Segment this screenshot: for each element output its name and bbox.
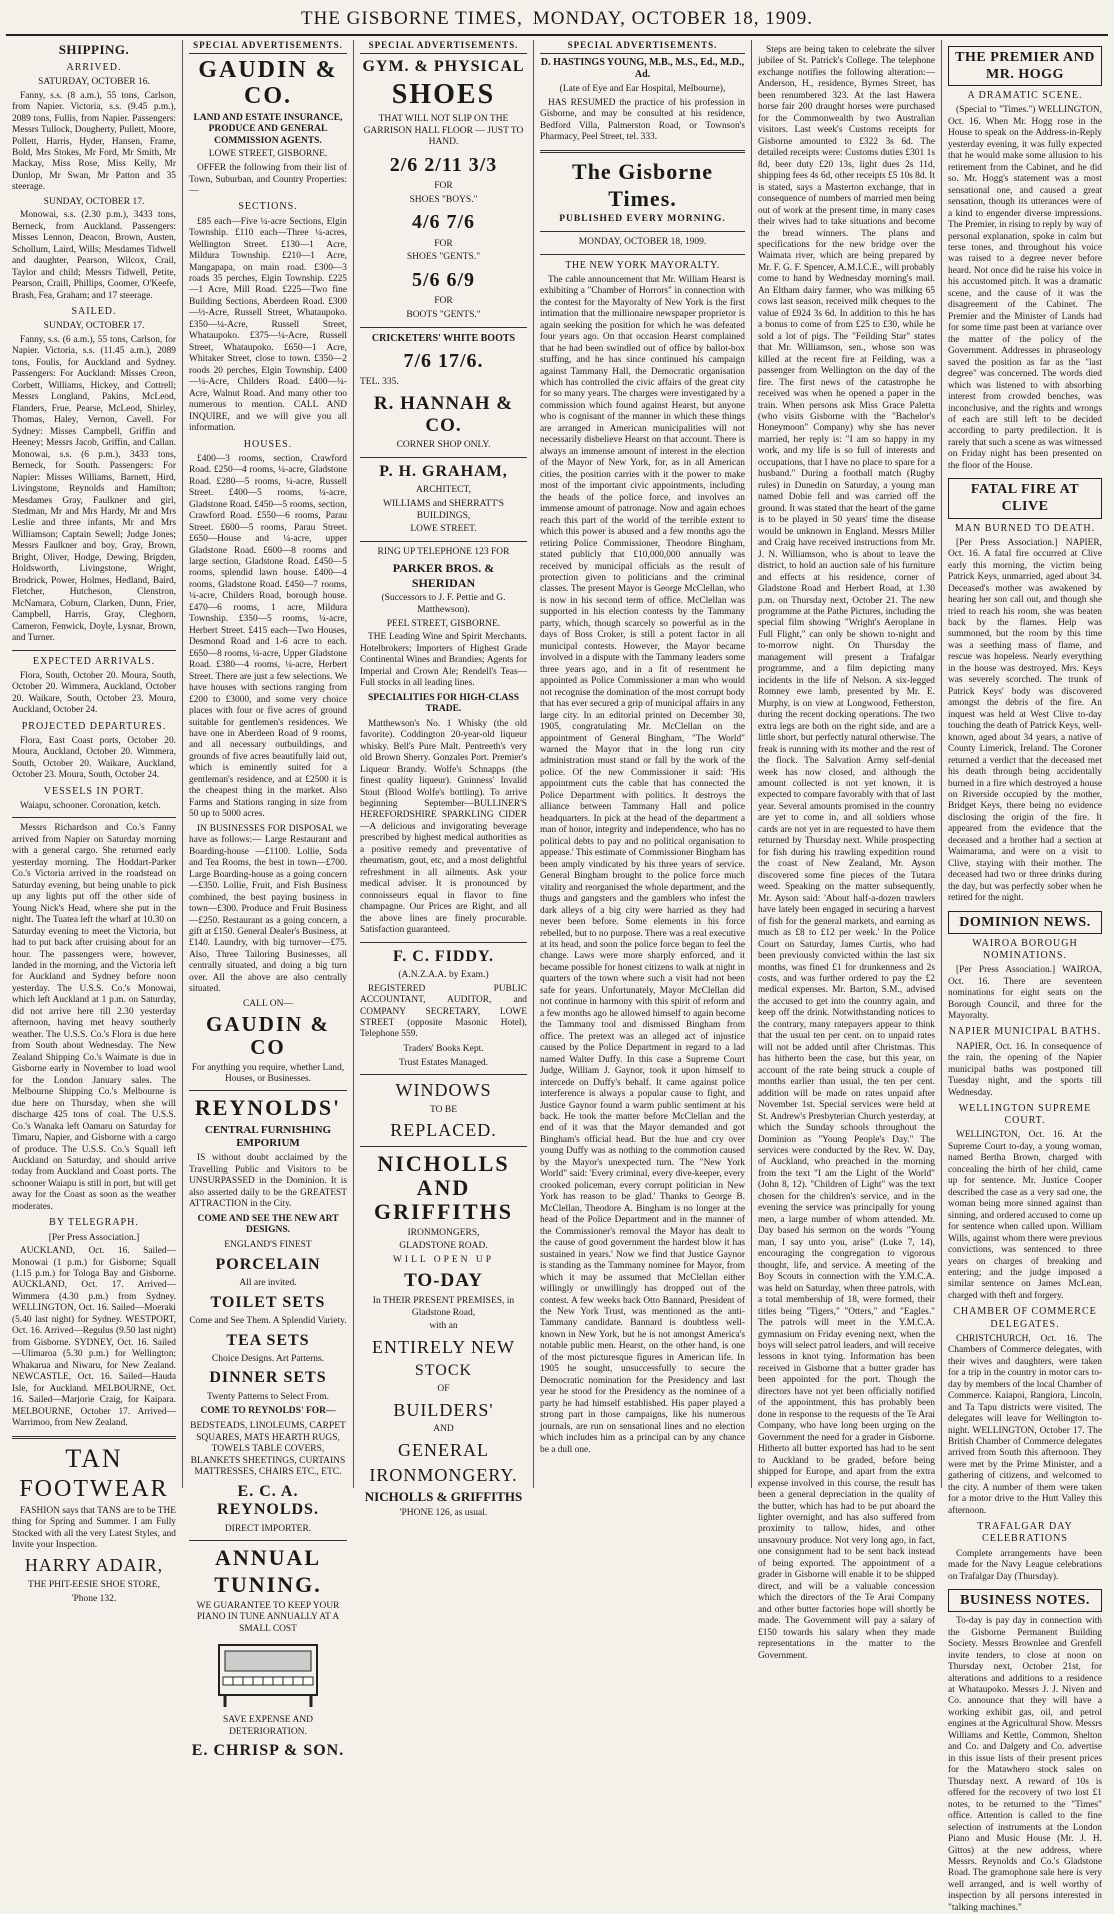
englands: ENGLAND'S FINEST <box>224 1239 312 1250</box>
ad-label: SPECIAL ADVERTISEMENTS. <box>189 40 347 54</box>
tan-title: TAN <box>65 1443 123 1473</box>
come-reynolds: COME TO REYNOLDS' FOR— <box>200 1406 336 1417</box>
annual: ANNUAL <box>214 1545 322 1571</box>
gaudin-offer: OFFER the following from their list of Town, Suburban, and Country Properties:— <box>189 163 347 196</box>
ring-up: RING UP TELEPHONE 123 FOR <box>377 546 510 557</box>
prices-3: 5/6 6/9 <box>411 268 476 291</box>
ironmongery: IRONMONGERY. <box>369 1464 518 1485</box>
shoes-sub: THAT WILL NOT SLIP ON THE GARRISON HALL FLOOR — JUST TO HAND. <box>363 114 524 148</box>
tea-sub: Choice Designs. Art Patterns. <box>211 1353 325 1364</box>
masthead <box>6 4 1108 36</box>
arrived-sat-text: Fanny, s.s. (8 a.m.), 55 tons, Carlson, from Napier. Victoria, s.s. (9.45 p.m.), 2089 tons, Fullis, from Napier. Passengers: Messrs Tullock, Dougherty, Pullett, Moore, Pollett, Harris, Hyder, Hansen, Frame, Bold, Mrs Stokes, Mr Ford, Mr Smith, Mr Mackay, Miss Rose, Miss Kelly, Mr Dunlop, Mr Swan, Mr Patton and 35 steerage. <box>12 90 176 193</box>
for-3: FOR <box>434 296 453 307</box>
gym-title: GYM. & PHYSICAL <box>362 57 525 75</box>
piano-icon <box>213 1639 323 1711</box>
vessels-heading: VESSELS IN PORT. <box>43 785 145 797</box>
projected-heading: PROJECTED DEPARTURES. <box>21 720 167 732</box>
projected-text: Flora, East Coast ports, October 20. Moura, Auckland, October 20. Wimmera, South, October 20. Waikare, Auckland, October 23. Moura, South, October 24. <box>12 735 176 781</box>
hastings-title: D. HASTINGS YOUNG, M.B., M.S., Ed., M.D., Ad. <box>540 56 745 81</box>
arrived-heading: ARRIVED. <box>66 61 122 73</box>
premises: In THEIR PRESENT PREMISES, in Gladstone Road, <box>372 1296 515 1318</box>
divider <box>189 1540 347 1541</box>
houses-text: £400—3 rooms, section, Crawford Road. £250—4 rooms, ¼-acre, Gladstone Road. £280—5 rooms, ¼-acre, Russell Street. £400—5 rooms, ¼-acre, Gladstone Road. £450—5 rooms, section, Crawford Road. £550—6 rooms, Parau Street. £600—5 rooms, Parau Street. £650—House and ¼-acre, upper Gladstone Road. £600—8 rooms and large section, Gladstone Road. £450—5 rooms, splendid lawn house. £400—4 rooms, Gladstone Road. £450—7 rooms, ¼-acre, Childers Road, borough house. £470—6 rooms, 1 acre, Mildura Township. £350—5 rooms, ¼-acre, Herbert Street. £415 each—Two Houses, Desmond Road and 1-6 acre to each. £650—8 rooms, ¼-acre, Upper Gladstone Road. £380—4 rooms, ¼-acre, Herbert Street. There are just a few selections. We have houses with sections ranging from £200 to £3000, and some very choice places with four or five acres of ground suitable for gentlemen's residences. We have one in Aberdeen Road of 9 rooms, and all necessary outbuildings, and grounds of five acres beautifully laid out, which is eminently suited for a gentleman's residence, and at £2500 it is the cheapest thing in the market. Also Farms and Stations ranging in size from 50 up to 5000 acres. <box>189 453 347 820</box>
divider <box>360 1146 527 1147</box>
ironmongers: IRONMONGERS, <box>407 1227 480 1238</box>
reynolds-text: IS without doubt acclaimed by the Travelling Public and Visitors to be UNSURPASSED in the Dominion. It is also asserted daily to be the GREATEST ATTRACTION in the City. <box>189 1153 347 1210</box>
editorial-headline: THE NEW YORK MAYORALTY. <box>565 259 720 271</box>
tan-title2: FOOTWEAR <box>19 1476 169 1503</box>
come-see: COME AND SEE THE NEW ART DESIGNS. <box>197 1213 339 1236</box>
court-text: WELLINGTON, Oct. 16. At the Supreme Court to-day, a young woman, named Bertha Brown, charged with concealing the birth of her child, came up for sentence. Mr. Justice Cooper described the case as a very sad one, the woman being more sinned against than sinning, and ordered accused to come up for sentence when called upon. William Wills, against whom there were previous convictions, was sentenced to three years on charges of breaking and entering; and the judge imposed a similar sentence on James McLean, charged with theft and forgery. <box>948 1130 1102 1301</box>
specialities: SPECIALITIES FOR HIGH-CLASS TRADE. <box>368 692 519 715</box>
column-local-news <box>752 40 942 1661</box>
parker-text: THE Leading Wine and Spirit Merchants. Hotelbrokers; Importers of Highest Grade Continental Wines and Brandies; Agents for Imperial and Crown Ale; Rendell's Teas—Full stocks in all leading lines. <box>360 632 527 689</box>
fiddy-title: F. C. FIDDY. <box>392 947 495 965</box>
masthead-title: THE GISBORNE TIMES, <box>301 8 523 29</box>
arrived-sun-text: Monowai, s.s. (2.30 p.m.), 3433 tons, Berneck, from Auckland. Passengers: Misses Lennon, Deacon, Brown, Austen, Schollum, Laird, Wills; Mesdames Tidwell and daughter, Pearson, Wilcox, Crail, Taylor and child; Messrs Tidwell, Petite, Pearson, Craill, Phillips, Coomer, O'Keefe, Brash, Fea, Graham; and 17 steerage. <box>12 210 176 301</box>
prices-2: 4/6 7/6 <box>411 211 476 234</box>
boots-label: BOOTS "GENTS." <box>406 309 481 320</box>
cricket-label: CRICKETERS' WHITE BOOTS <box>371 332 516 344</box>
tan-name: HARRY ADAIR, <box>24 1555 164 1576</box>
sections-heading: SECTIONS. <box>238 201 298 213</box>
architect: ARCHITECT, <box>416 485 471 496</box>
successors: (Successors to J. F. Pettie and G. Matthewson). <box>381 593 506 616</box>
of: OF <box>437 1384 450 1394</box>
divider <box>540 231 745 232</box>
today: TO-DAY <box>404 1270 483 1292</box>
replaced: REPLACED. <box>390 1120 497 1141</box>
chamber-text: CHRISTCHURCH, Oct. 16. The Chambers of Commerce delegates, with their wives and daughters, were taken for a trip in the country in motor cars to-day by members of the local Chamber of Commerce. Kaiapoi, Rangiora, Lincoln, and Ta Tapu districts were visited. The delegates will leave for Wellington to-night. WELLINGTON, October 17. The British Chamber of Commerce delegates arrived from South this afternoon. They were met by the Prime Minister, and a gathering of citizens, and welcomed to the city. A number of them were taken for a motor drive to the Hutt Valley this afternoon. <box>948 1333 1102 1516</box>
column-gaudin-reynolds <box>183 40 354 1760</box>
trafalgar-heading: TRAFALGAR DAY CELEBRATIONS <box>977 1521 1073 1545</box>
gaudin-title: GAUDIN & CO. <box>198 56 338 110</box>
divider <box>12 1436 176 1439</box>
masthead-date: MONDAY, OCTOBER 18, 1909. <box>532 8 813 29</box>
reynolds-sub: CENTRAL FURNISHING EMPORIUM <box>204 1123 332 1150</box>
nicholls-footer: NICHOLLS & GRIFFITHS <box>364 1489 523 1505</box>
for-1: FOR <box>434 181 453 192</box>
trafalgar-text: Complete arrangements have been made for the Navy League celebrations on Trafalgar Day (Thursday). <box>948 1548 1102 1582</box>
houses-heading: HOUSES. <box>243 438 293 450</box>
gents-label: SHOES "GENTS." <box>406 252 481 263</box>
column-shipping <box>6 40 183 1604</box>
divider <box>540 150 745 153</box>
gaudin2-title: GAUDIN & CO <box>206 1012 330 1060</box>
phone-footer: 'PHONE 126, as usual. <box>399 1508 488 1519</box>
fiddy-sub: (A.N.Z.A.A. by Exam.) <box>398 970 489 981</box>
divider <box>540 254 745 255</box>
tea-sets: TEA SETS <box>226 1331 310 1349</box>
published: PUBLISHED EVERY MORNING. <box>559 214 726 225</box>
vessels-text: Waiapu, schooner. Coronation, ketch. <box>20 800 161 811</box>
expected-text: Flora, South, October 20. Moura, South, October 20. Wimmera, Auckland, October 20. Waikare, South, October 23. Moura, Auckland, October 24. <box>12 670 176 716</box>
reynolds-items: BEDSTEADS, LINOLEUMS, CARPET SQUARES, MATS HEARTH RUGS, TOWELS TABLE COVERS, BLANKETS SHEETINGS, CURTAINS MATTRESSES, CHAIRS ETC., ETC. <box>190 1421 346 1478</box>
fire-heading: FATAL FIRE AT CLIVE <box>948 478 1102 518</box>
business-notes-text: To-day is pay day in connection with the Gisborne Permanent Building Society. Messrs Brownlee and Grenfell invite tenders, to close at noon on Thursday next, October 21st, for alterations and additions to a residence at Whataupoko. Messrs J. J. Niven and Co. announce that they will have a working exhibit gas, oil, and petrol engines at the Agricultural Show. Messrs Williams and Kettle, Common, Shelton and Co. and Dalgety and Co. advertise in this issue lists of their present prices for the Matawhero stock sales on Thursday next. A reward of 10s is offered for the recovery of two lost £1 notes, to be returned to the "Times" office. Attention is called to the fine selection of instruments at the London Piano and Music House (Mr. J. H. Gittos) at the new address, where Messrs. Reynolds and Co.'s Gladstone Road. The gramophone sale here is very well arranged, and is well worthy of inspection by all persons interested in "talking machines." <box>948 1616 1102 1913</box>
nicholls-title: NICHOLLS AND GRIFFITHS <box>373 1151 514 1225</box>
reynolds-title: REYNOLDS' <box>194 1095 342 1121</box>
for-2: FOR <box>434 238 453 249</box>
porcelain-sub: All are invited. <box>239 1277 297 1288</box>
fire-sub: MAN BURNED TO DEATH. <box>954 522 1096 534</box>
reynolds-name: E. C. A. REYNOLDS. <box>217 1482 319 1519</box>
general: GENERAL <box>398 1439 489 1460</box>
tel-label: TEL. 335. <box>360 377 399 388</box>
editorial-text: The cable announcement that Mr. William Hearst is exhibiting a "Chamber of Horrors" in connection with the contest for the Mayoralty of New York is the first intimation that the millionaire newspaper proprietor is again seeking the position for which he was defeated four years ago. On that occasion Hearst complained that he had been swindled out of office by ballot-box stuffing, and he has since continued his campaign against Tammany Hall, the Democratic organisation which has controlled the civic affairs of the great city for so many years. The charges were investigated by a commission which found against Hearst, but anyone who is cognisant of the manner in which these things are arranged in American municipalities will not necessarily disbelieve Hearst on that account. There is always an immense amount of interest in the election of the Mayor of New York, for, as in all American cities, the position carries with it the power to make most of the important civic appointments, including the heads of the police force, and involves an immense amount of patronage. Now and again echoes reach this part of the world of the terrible extent to which this power is abused and a few months ago the retiring Police Commissioner, Theodore Bingham, stated publicly that £10,000,000 annually was received by municipal officials as the result of protection given to politicians and the criminal classes. The present Mayor is George McClellan, who is now in his second term of office. McClellan was supported in his election contests by the Tammany party, which, though scarcely so powerful as in the days of Boss Croker, is still a potent factor in all municipal contests. However, the Mayor became involved in a dispute with the Tammany leaders some three years ago, and in a fit of resentment he appointed as Police Commissioner a man who would not recognise the domination of the most corrupt body that has ever secured a grip of municipal affairs in any large city. In an editorial printed on December 30, 1905, congratulating Mr. McClellan on the appointment of General Bingham, "The World" warned the Mayor that in the long run city administration must stand or fall by the work of the police. Of the new Commissioner it said: 'His appointment cuts the cable that has connected the Police Department with politics. It destroys the alliance between Tammany Hall and police headquarters. In pick at the head of the department a man of honor, integrity and independence, who has no political debts to pay and no political organisation to appease.' This estimate of Commissioner Bingham has been amply vindicated by his three years of service. General Bingham brought to the police force much vitality and reorganised the whole department, and the thugs and gangsters and the gamblers who infest the dark alleys of a big city were harried as they had never been before. Some elements in his force rebelled, but to no purpose. There was a real executive at its head, and soon the police force began to feel the change. Laws were more sharply enforced, and it became possible for honest citizens to walk at night in quarters of the town where such a visit had not been safe for years. Unfortunately, Mayor McClellan did not continue in harmony with this spirit of reform and a few months ago he allowed himself to again become the Tammany tool and dismissed Bingham from office. The pretext was an alleged act of injustice caused by the Police Department in regard to a lad named Walter Duffy. In this case a Supreme Court Judge, William J. Gaynor, took it upon himself to intercede on Duffy's behalf. It came against police interference is always a popular cause to fight, and Justice Gaynor found a warm public sentiment at his back. He took the matter before McClellan and the end of it was that the Mayor demanded and got Bingham's official head. But the hue and cry over young Duffy was as nothing to the commotion caused by the Mayor's unexpected turn. The "New York World" said: 'Every criminal, every dive-keeper, every crooked policeman, every corrupt politician in New York has reason to be glad.' Thanks to George B. McClellan, Theodore A. Bingham is no longer at the head of the Police Department and in the manner of the Commissioner's removal the Mayor has dealt to the cause of good government the hardest blow it has sustained in years.' Now we find that Justice Gaynor is standing as the Tammany nominee for Mayor, from which it may be assumed that McClellan either willingly or unwillingly has dropped out of the contest. A few weeks back Otto Bannard, President of the New York Trust, was mentioned as the anti-Tammany candidate. Bannard is doubtless well-known in New York, but he is not amongst America's notable public men. Hearst, on the other hand, is one of the most picturesque figures in American life. In 1905 he sought, unsuccessfully to secure the Democratic nomination for the Presidency and last year he stood for the Presidency as the nominee of a party he had himself established. His paper played a strong part in those campaigns, like his numerous journals, are run on sensational lines and no election which includes him as a principal can by any chance be a dull one. <box>540 274 745 1455</box>
divider <box>360 942 527 943</box>
stock: STOCK <box>414 1361 473 1379</box>
sailed-date: SUNDAY, OCTOBER 17. <box>43 321 145 332</box>
divider <box>360 327 527 328</box>
trust: Trust Estates Managed. <box>398 1057 489 1068</box>
prices-4: 7/6 17/6. <box>403 349 484 372</box>
reynolds-role: DIRECT IMPORTER. <box>224 1523 312 1534</box>
lowe-street: LOWE STREET. <box>410 524 477 535</box>
divider <box>360 457 527 458</box>
to-be: TO BE <box>429 1104 457 1115</box>
hannah-title: R. HANNAH & CO. <box>373 392 514 436</box>
dinner-sub: Twenty Patterns to Select From. <box>206 1391 330 1402</box>
local-news-text: Steps are being taken to celebrate the silver jubilee of St. Patrick's College. The telephone exchange notifies the following alteration:—Anderson, H., residence, Byrnes Street, has been renumbered 323. At the last Hawera horse fair 200 draught horses were purchased for the Commonwealth by two Australian visitors. Last week's Customs receipts for Gisborne amounted to £322 3s 6d. The detailed receipts were: Customs duties £301 1s 8d, beer duty £20 13s, light dues 2s 11d, shipping fees 4s 6d, other receipts £5 10s 8d. It is stated, says a Masterton exchange, that in consequence of numbers of married men being out of work at the present time, in many cases their wives had to take situations and become the bread winners. The plans and specifications for the new bridge over the Waimata river, which are being prepared by Mr. F. G. F. Spencer, A.M.I.C.E., will probably come to hand by Wednesday morning's mail. An Eltham dairy farmer, who was milking 65 cows last season, received milk cheques to the value of £924 3s 6d. In addition to this he has a bonus to come of from £25 to £30, while he sold a lot of pigs. The "Feilding Star" states that Mr. Williamson, sen., whose son was killed at the recent fire at Feilding, was a passenger from Wellington on the day of the fire. The first news of the catastrophe he received was when he opened a paper in the train. When persons ask Miss Grace Paletta (who visits Gisborne with the "Bachelor's Honeymoon" Company) why she has never married, her reply is: "I am so happy in my work, and my life is so full of interests and occupations, that I have no place to spare for a husband." During a football match (Rugby rules) in Dunedin on Saturday, a young man named Dobie fell and was carried off the ground. It was stated that the heart of the game is to be played in 50 years' time the disease would be unknown in England. Messrs Miller and Craig have received instructions from Mr. J. N. Williamson, who is about to leave the district, to hold an auction sale of his furniture and effects at his residence, corner of Gladstone Road and Herbert Road, at 1.30 p.m. on Thursday next, October 21. The new programme at the Pathe Pictures, including the special film showing "Wright's Aeroplane in Full Flight," can only be shown to-night and to-morrow night. On Thursday the management will present a Trafalgar programme, and a film depicting many incidents in the life of Nelson. A six-legged Romney ewe lamb, presented by Mr. E. Murphy, is on view at Longwood, Fetherston, during the recent docking operations. The two extra legs are both on the right side, and are a little short, but perfectly natural otherwise. The freak is running with its mother and the rest of the flock. The Salvation Army self-denial week has now closed, and although the amount collected is not yet known, it is expected to compare favorably with that of last year. Several amounts promised in the country are yet to come in, and all soldiers whose cards are not yet in are requested to have them returned by Thursday next. While prospecting for fish during his trawling expedition round the coast of New Zealand, Mr. Ayson discovered some fine pieces of the Tutara weed. Speaking on the matter subsequently, Mr. Ayson said: 'About half-a-dozen trawlers have lately been engaged in securing a harvest of fish for the general markets, and earning as much as £8 to £12 per week.' In the Police Court on Saturday, James Curtis, who had been previously convicted within the last six months, was fined £1 for drunkenness and 2s costs, and was further ordered to pay the £2 medical expenses. Mr. Barton, S.M., advised the accused to get into the country again, and keep off the drink. Notwithstanding notices to the contrary, many ratepayers appear to think that the usual ten per cent. on to unpaid rates will not be added until after Christmas. This has hitherto been the case, but this year, on account of the rate being struck a couple of months earlier than usual, the ten per cent. addition will be made on rates unpaid after November 1st. Special services were held at St. Andrew's Presbyterian Church yesterday, at which the Sunday schools throughout the Dominion as "Young People's Day." The services were conducted by the Rev. W. Day, of Auckland, who preached in the morning from the text "I am the Light of the World" (John 8, 12). "Children of Light" was the text chosen for the children's service, and in the evening the service was principally for young men, a large number of whom attended. Mr. Day based his sermon on the words "Young man, I say unto you, arise" (Luke 7, 14), encouraging the congregation to vigorous thought, life, and service. A meeting of the Boy Scouts in connection with the Y.M.C.A. was held on Saturday, when three patrols, with a total membership of 18, were formed, their titles being "Tigers," "Otters," and "Eagles." The patrols will meet in the Y.M.C.A. gymnasium on Friday evening next, when the boys will select patrol leaders, and will receive lessons in knot tying. Information has been received in Gisborne that a butter grader has been appointed for the port. Though the directors have not yet been officially notified of the appointment, this has probably been done in response to the requests of the Te Arai Company, who have long been urging on the Government the need for a grader in Gisborne. Hitherto all butter exported has had to be sent to Auckland to be graded, before being shipped for Europe, and apart from the extra expense involved in this course, the result has been a general depreciation in the quality of the butter, which has had to be put aboard the lighter overnight, and has also suffered from proximity to tallow, hides, and other unsavoury produce. Not very long ago, in fact, one consignment had to be sent back instead of being exported. The appointment of a grader in Gisborne will enable it to be shipped direct, and will be a valuable concession which the directors of the Te Arai Company and other butter factories hope will shortly be made. The Government will pay a salary of £150 towards his salary when they made representations in the matter to the Government. <box>758 45 935 1661</box>
gaudin2-text: For anything you require, whether Land, Houses, or Businesses. <box>191 1062 345 1085</box>
entirely: ENTIRELY NEW <box>372 1336 515 1357</box>
telegraph-heading: BY TELEGRAPH. <box>49 1217 139 1229</box>
dominion-heading: DOMINION NEWS. <box>948 911 1102 934</box>
ad-label: SPECIAL ADVERTISEMENTS. <box>360 40 527 54</box>
gisborne-times-flag: The Gisborne Times. <box>572 158 713 211</box>
and: AND <box>433 1424 454 1435</box>
windows: WINDOWS <box>395 1080 492 1101</box>
sailed-heading: SAILED. <box>71 306 117 318</box>
shoes-title: SHOES <box>391 79 496 111</box>
sections-text: £85 each—Five ¼-acre Sections, Elgin Township. £110 each—Three ¼-acres, Wellington Street. £130—1 Acre, Mildura Township. £210—1 Acre, Mangapapa, on main road. £300—3 roads 35 perches, Elgin Township. £225—1 Acre, Mill Road. £225—Two fine Building Sections, Aberdeen Road. £300—½-Acre, Russell Street, Whataupoko. £350—¼-Acre, Russell Street, Whataupoko. £375—¼-Acre, Russell Street, Whataupoko. £650—1 Acre, Whitaker Street, close to town. £350—2 roods 20 perches, Elgin Township. £400—¼-Acre, Childers Road. £400—¼-Acre, Walnut Road. And many other too numerous to mention. CALL AND INQUIRE, and we will give you all information. <box>189 216 347 434</box>
chrisp-name: E. CHRISP & SON. <box>191 1742 345 1760</box>
business-text: IN BUSINESSES FOR DISPOSAL we have as follows:— Large Restaurant and Boarding-house —£1100. Lollie, Soda and Tea Rooms, the best in town—£700. Large Boarding-house as a going concern—£350. Lollie, Fruit, and Fish Business combined, the best paying business in town—£300. Produce and Fruit Business—£250. Restaurant as a going concern, a gift at £150. General Dealer's Business, at £140. Laundry, with big turnover—£75. Also, Three Tailoring Businesses, all centrally situated, and doing a big turn over. All the above are also centrally situated. <box>189 823 347 995</box>
tuning-text: WE GUARANTEE TO KEEP YOUR PIANO IN TUNE ANNUALLY AT A SMALL COST <box>196 1600 340 1634</box>
with-an: with an <box>429 1321 458 1332</box>
traders: Traders' Books Kept. <box>403 1043 484 1054</box>
divider <box>189 1090 347 1091</box>
corner-shop: CORNER SHOP ONLY. <box>396 440 491 451</box>
spec-text: Matthewson's No. 1 Whisky (the old favorite). Coddington 20-year-old liqueur whisky. Bell's Pure Malt. Pentreeth's very old Brown Sherry. Gonzales Port. Premier's Liqueur Brandy. Wolfe's Schnapps (the finest quality liqueur). Guinness' Invalid Stout (Blood Wolfe's bottling). To arrive beginning September—BULLINER'S HEREFORDSHIRE SPARKLING CIDER—A delicious and invigorating beverage prescribed by highest medical authorities as a positive remedy and preventative of rheumatism, gout, etc, and a most delightful refreshment in all ailments. Ask your medical adviser. It is pronounced by connoisseurs equal in flavor to fine champagne. Our Prices are Right, and all the above lines are finely procurable. Satisfaction guaranteed. <box>360 718 527 936</box>
ad-label: SPECIAL ADVERTISEMENTS. <box>540 40 745 54</box>
ad-label <box>758 40 935 42</box>
telegraph-text: AUCKLAND, Oct. 16. Sailed—Monowai (1 p.m.) for Gisborne; Squall (1.15 p.m.) for Tologa Bay and Gisborne. AUCKLAND, Oct. 17. Arrived—Wimmera (4.30 p.m.) from Sydney. WELLINGTON, Oct. 16. Sailed—Moeraki (5.40 last night) for Sydney. WESTPORT, Oct. 16. Arrived—Regulus (9.50 last night) from Gisborne. SYDNEY, Oct. 16. Sailed—Ulimaroa (5.30 p.m.) for Wellington; Whakarua and Niwaru, for New Zealand. NEWCASTLE, Oct. 16. Sailed—Hauda Isle, for Auckland. MELBOURNE, Oct. 16. Sailed—Marjorie Craig, for Kaipara. MELBOURNE, October 17. Arrived—Warrimoo, from New Zealand. <box>12 1246 176 1429</box>
graham-title: P. H. GRAHAM, <box>379 462 508 480</box>
columns <box>6 40 1108 1913</box>
buildings: WILLIAMS and SHERRATT'S BUILDINGS, <box>383 498 504 521</box>
save-expense: SAVE EXPENSE AND DETERIORATION. <box>222 1715 314 1737</box>
hastings-sub: (Late of Eye and Ear Hospital, Melbourne), <box>559 84 726 95</box>
gladstone-road: GLADSTONE ROAD. <box>399 1241 488 1252</box>
hastings-text: HAS RESUMED the practice of his profession in Gisborne, and may be consulted at his residence, Bedford Villa, Palmerston Road, or Townson's Pharmacy, Peel Street, tel. 333. <box>540 97 745 143</box>
sailed-text: Fanny, s.s. (6 a.m.), 55 tons, Carlson, for Napier. Victoria, s.s. (11.45 a.m.), 2089 tons, Foulis, for Auckland and Sydney. Passengers: For Auckland: Misses Creon, Corbett, Williams, Hickey, and Cottrell; Messrs Longland, Pakins, McLeod, Flanders, Frue, Pearse, McLeod, Shirley, Thomas, Haley, Vernon, Cavell. For Sydney: Misses Campbell, Griffin and Heeney; Messrs Jacob, Griffin, and Callan. Monowai, s.s. (6 p.m.), 3433 tons, Berneck, for South. Passengers: For Napier: Misses Williams, Barnett, Hird, Livingstone, Reynolds and Hamilton; Mesdames Gray, Faulkner and girl, Stedman, Mr and Mrs Hardy, Mr and Mrs Leslie and three infants, Mr and Mrs Williamson; Captain Sewell; Judge Jones; Messrs Faulkner and boy, Gray, Brown, Bright, Oliver, Hodge, Dewing, Brigden, Holdsworth, Livingstone, Wright, Brodrick, Power, Holmes, Hedland, Baird, Fletcher, Hutcheson, Clenstron, McNamara, Coburn, Clarken, Dunn, Frier, Campbell, Harris, Gray, Cleghorn, Cameron, Fenwick, Doyle, Lysnar, Brown, and Turner. <box>12 334 176 644</box>
divider <box>360 1074 527 1075</box>
dominion-sub: WAIROA BOROUGH NOMINATIONS. <box>972 937 1078 961</box>
telegraph-sub: [Per Press Association.] <box>48 1232 140 1243</box>
editorial-date: MONDAY, OCTOBER 18, 1909. <box>578 237 707 248</box>
arrived-date-sun: SUNDAY, OCTOBER 17. <box>43 196 145 207</box>
parker-title: PARKER BROS. & SHERIDAN <box>392 561 495 590</box>
divider <box>12 650 176 651</box>
court-heading: WELLINGTON SUPREME COURT. <box>958 1103 1092 1127</box>
fiddy-text: REGISTERED PUBLIC ACCOUNTANT, AUDITOR, and COMPANY SECRETARY, LOWE STREET (opposite Masonic Hotel), Telephone 559. <box>360 983 527 1040</box>
shipping-heading: SHIPPING. <box>58 42 130 57</box>
call-on: CALL ON— <box>242 998 294 1009</box>
prices-1: 2/6 2/11 3/3 <box>389 153 498 176</box>
tan-sub: THE PHIT-EESIE SHOE STORE, <box>28 1580 160 1591</box>
divider <box>360 541 527 542</box>
business-heading: BUSINESS NOTES. <box>948 1589 1102 1612</box>
tuning: TUNING. <box>214 1572 322 1598</box>
column-shoes-ads <box>354 40 534 1519</box>
tan-phone: 'Phone 132. <box>71 1593 117 1604</box>
peel-street: PEEL STREET, GISBORNE. <box>386 618 501 629</box>
gaudin-sub: LAND AND ESTATE INSURANCE, PRODUCE AND GENERAL COMMISSION AGENTS. <box>193 112 343 146</box>
baths-text: NAPIER, Oct. 16. In consequence of the rain, the opening of the Napier municipal baths was postponed till Tuesday night, and the sports till Wednesday. <box>948 1041 1102 1098</box>
will-open: WILL OPEN UP <box>392 1254 495 1265</box>
dominion-text: [Per Press Association.] WAIROA, Oct. 16. There are seventeen nominations for eight seats on the Borough Council, and three for the Mayoralty. <box>948 965 1102 1022</box>
toilet-sub: Come and See Them. A Splendid Variety. <box>189 1315 347 1326</box>
shipping-news-text: Messrs Richardson and Co.'s Fanny arrived from Napier on Saturday morning with a general cargo. She returned early yesterday morning. The Hoddart-Parker Co.'s Victoria arrived in the roadstead on Saturday evening, but being unable to pick up any lights put off the other side of Young Nick's Head, where she put in the night. The Tuatea left the wharf at 10.30 on Saturday evening to meet the Victoria, but had to put back after cruising about for an hour. The passengers were, however, landed in the morning, and the Victoria left for Auckland and Sydney before noon yesterday. The U.S.S. Co.'s Monowai, which left Auckland at 1 p.m. on Saturday, did not arrive here till 2.30 yesterday afternoon, having met heavy southerly weather. The U.S.S. Co.'s Flora is due here from South about Wednesday. The New Zealand Shipping Co.'s Waimate is due in Gisborne early in November to load wool for the London January sales. The Melbourne Shipping Co.'s Melbourne is due here on Thursday, when she will discharge 425 tons of coal. The U.S.S. Co.'s Wanaka left Oamaru on Saturday for Timaru, Napier, and Gisborne with a cargo of produce. The U.S.S. Co.'s Squall left Auckland on Saturday, and should arrive today from Auckland and Coast ports. The schooner Waiapu is still in port, but will get away for the Coast as soon as the weather moderates. <box>12 823 176 1212</box>
builders: BUILDERS' <box>393 1399 494 1420</box>
premier-sub: A DRAMATIC SCENE. <box>967 90 1083 102</box>
toilet-sets: TOILET SETS <box>210 1293 326 1311</box>
gaudin-addr: LOWE STREET, GISBORNE. <box>208 149 328 160</box>
dinner-sets: DINNER SETS <box>209 1369 327 1387</box>
baths-heading: NAPIER MUNICIPAL BATHS. <box>948 1026 1102 1038</box>
premier-text: (Special to "Times.") WELLINGTON, Oct. 16. When Mr. Hogg rose in the House to speak on the Address-in-Reply yesterday evening, it was fully expected that he would make some allusion to his retirement from the Cabinet, and he did so. Mr. Hogg's statement was a most sensational one, and caused a great sensation, though its utterances were of a kind to engender diverse impressions. The Premier, in rising to reply by way of personal explanation, spoke in calm but terse tones, and throughout his voice was raised to a degree never before heard. Not once did he raise his voice in his accustomed pitch. It was a dramatic scene, and the cause of it was the disagreement of the Cabinet. The Premier and the Minister of Lands had for some time past been at variance over the matter of the policy of the Government. Addresses in phraseology saved the position as far as the "last degree" was concerned. The words died which was listened to with absorbing interest from crowded benches, was inconclusive, and the rights and wrongs of each are still left to be decided according to party predilection. It is rarely that such a scene as was witnessed on Friday night has been presented on the floor of the House. <box>948 105 1102 471</box>
column-editorial <box>534 40 752 1488</box>
premier-heading: THE PREMIER AND MR. HOGG <box>948 46 1102 86</box>
column-telegrams <box>942 40 1108 1913</box>
boys-label: SHOES "BOYS." <box>409 194 478 205</box>
expected-heading: EXPECTED ARRIVALS. <box>32 655 156 667</box>
divider <box>12 817 176 818</box>
chamber-heading: CHAMBER OF COMMERCE DELEGATES. <box>953 1306 1097 1330</box>
arrived-date-sat: SATURDAY, OCTOBER 16. <box>38 77 150 88</box>
porcelain: PORCELAIN <box>215 1255 321 1273</box>
fire-text: [Per Press Association.] NAPIER, Oct. 16. A fatal fire occurred at Clive early this morning, the victim being Patrick Keys, unmarried, aged about 34. Deceased's mother was awakened by hearing her son call out, and though she tried to reach his room, she was beaten back by the flames. Help was summoned, but the room by this time was a seething mass of flame, and rescue was hopeless. Nearly everything in the house was destroyed. Mrs. Keys was severely scorched. The trunk of Patrick Keys' body was discovered amongst the debris of the fire. An inquest was held at West Clive to-day touching the death of Patrick Keys, well-known, aged about 34 years, a native of County Limerick, Ireland. The Coroner returned a verdict that the deceased met his death through being accidentally burned in a fire which destroyed a house on Riverside occupied by the mother, Bridget Keys, there being no evidence disclosing the origin of the fire. It appeared from the evidence that the deceased and a brother had a section at Waimarama, and were on a visit to Clive, staying with their mother. The deceased had two or three drinks during the day, but was perfectly sober when he retired for the night. <box>948 537 1102 904</box>
tan-body: FASHION says that TANS are to be THE thing for Spring and Summer. I am Fully Stocked with all the very Latest Styles, and Invite your Inspection. <box>12 1505 176 1550</box>
